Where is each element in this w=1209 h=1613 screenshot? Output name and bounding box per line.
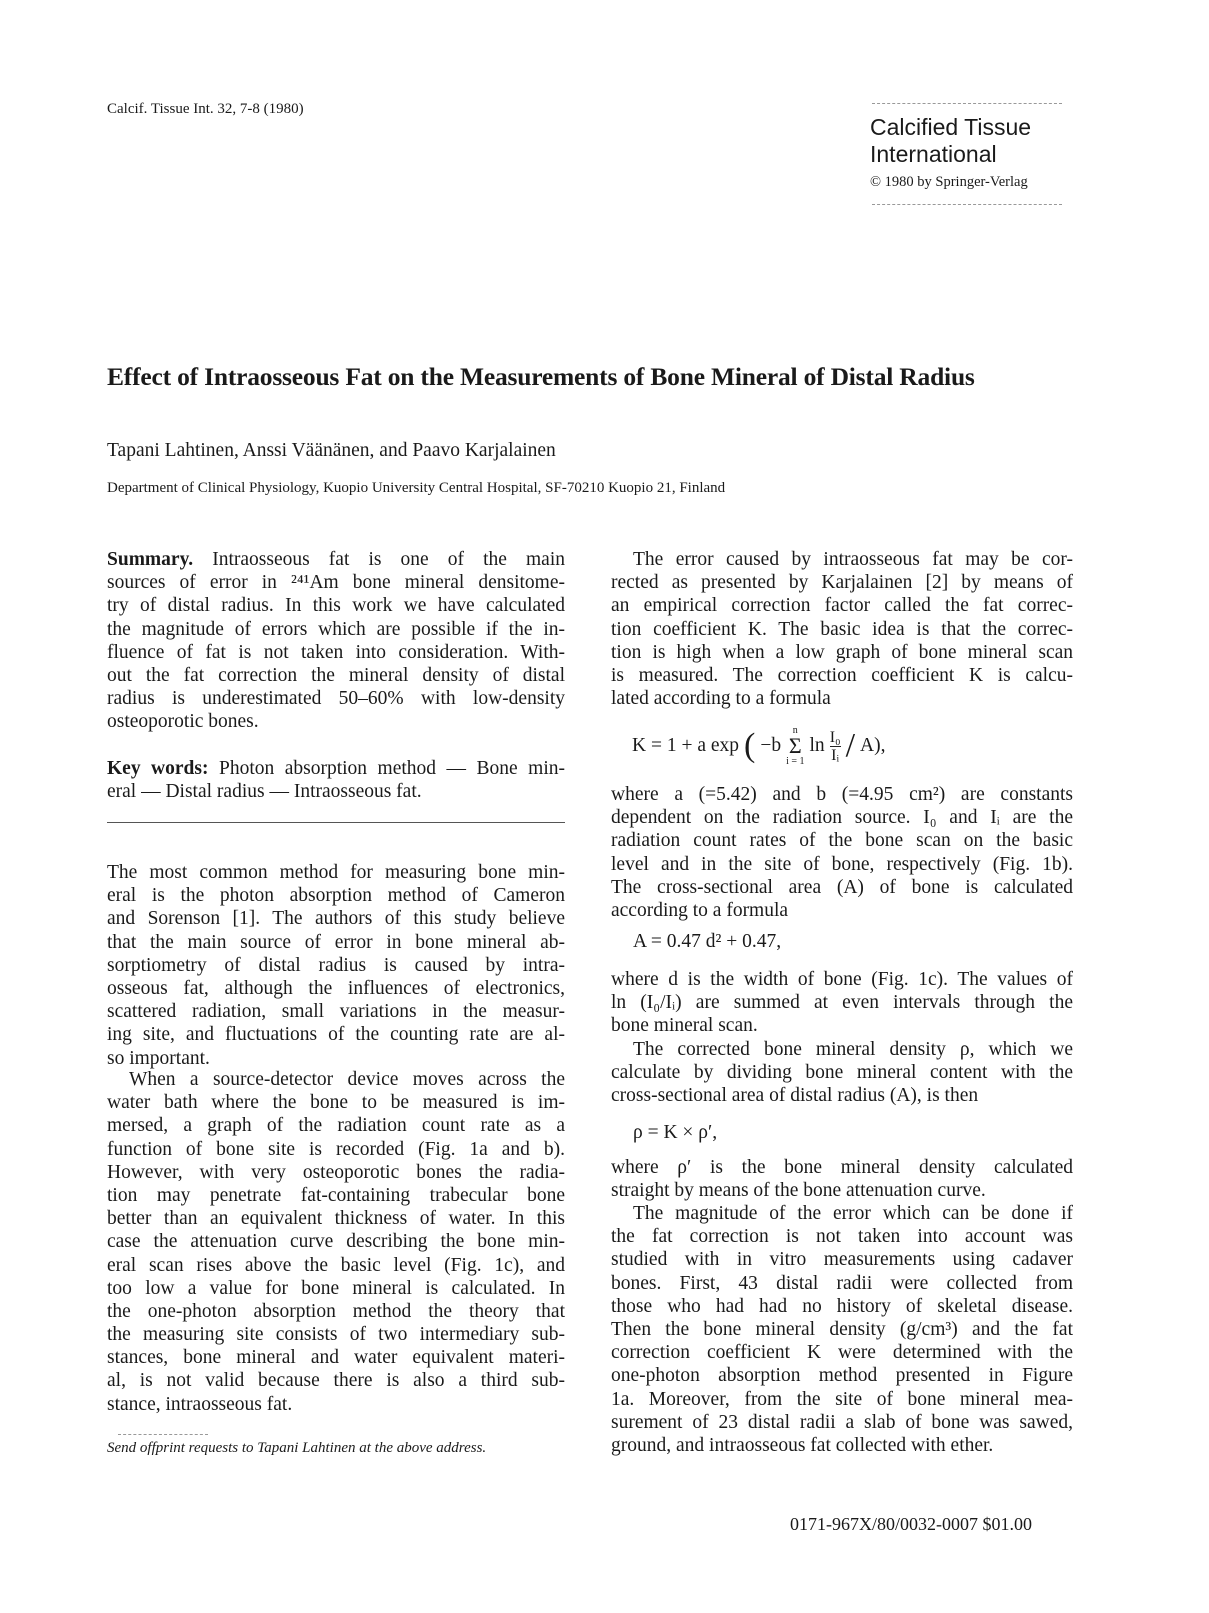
text-line: tion coefficient K. The basic idea is that the correc- xyxy=(611,618,1073,640)
text-line: an empirical correction factor called the fat correc- xyxy=(611,595,1073,617)
text-line: so important. xyxy=(107,1047,210,1069)
text-line: try of distal radius. In this work we have calculated xyxy=(107,595,565,617)
text-line: Summary. Intraosseous fat is one of the main xyxy=(107,549,565,570)
text-line: sources of error in ²⁴¹Am bone mineral densitome- xyxy=(107,572,565,594)
text-line: rected as presented by Karjalainen [2] by means of xyxy=(611,572,1073,594)
divider xyxy=(872,204,1062,205)
text-line: eral scan rises above the basic level (Fig. 1c), and xyxy=(107,1254,565,1276)
text-line: The most common method for measuring bone min- xyxy=(107,862,565,883)
lead-in: Summary. xyxy=(107,549,194,570)
text-line: where a (=5.42) and b (=4.95 cm²) are constants xyxy=(611,784,1073,805)
eq-area: A), xyxy=(860,735,886,756)
text-line: and Sorenson [1]. The authors of this study believe xyxy=(107,908,565,930)
text-line: cross-sectional area of distal radius (A), is then xyxy=(611,1085,979,1107)
text-line: stances, bone mineral and water equivalent materi- xyxy=(107,1347,565,1369)
text-line: scattered radiation, small variations in the measur- xyxy=(107,1001,565,1023)
text-line: dependent on the radiation source. I₀ and Iᵢ are the xyxy=(611,807,1073,829)
text-line: mersed, a graph of the radiation count rate as a xyxy=(107,1115,565,1137)
text-line: ln (I₀/Iᵢ) are summed at even intervals through the xyxy=(611,992,1073,1014)
text-line: al, is not valid because there is also a third sub- xyxy=(107,1370,565,1392)
body-paragraph xyxy=(107,1068,565,1416)
paper-title: Effect of Intraosseous Fat on the Measurements of Bone Mineral of Distal Radius xyxy=(107,362,975,391)
authors: Tapani Lahtinen, Anssi Väänänen, and Paavo Karjalainen xyxy=(107,440,556,461)
text-line: eral is the photon absorption method of Cameron xyxy=(107,885,565,907)
text-line: Key words: Photon absorption method — Bone min- xyxy=(107,758,565,779)
text-line: those who had had no history of skeletal disease. xyxy=(611,1295,1073,1317)
sum xyxy=(786,725,804,767)
text-line: according to a formula xyxy=(611,899,789,921)
text-line: The cross-sectional area (A) of bone is calculated xyxy=(611,876,1073,898)
text-line: better than an equivalent thickness of water. In this xyxy=(107,1208,565,1230)
journal-name-line2: International xyxy=(870,141,997,167)
sum-lower: i = 1 xyxy=(786,756,805,767)
footnote-rule xyxy=(118,1434,208,1435)
text-line: radiation count rates of the bone scan on the basic xyxy=(611,830,1073,852)
keywords xyxy=(107,757,565,803)
paren-open: ( xyxy=(744,727,756,764)
footnote: Send offprint requests to Tapani Lahtinen at the above address. xyxy=(107,1440,487,1456)
text-line: 1a. Moreover, from the site of bone mineral mea- xyxy=(611,1388,1073,1410)
eq-ln: ln xyxy=(809,735,825,756)
affiliation: Department of Clinical Physiology, Kuopio University Central Hospital, SF-70210 Kuopio 21, Finland xyxy=(107,480,726,496)
citation: Calcif. Tissue Int. 32, 7-8 (1980) xyxy=(107,101,304,117)
text-line: level and in the site of bone, respectively (Fig. 1b). xyxy=(611,853,1073,875)
sigma-symbol: Σ xyxy=(788,733,802,758)
text-line: When a source-detector device moves across the xyxy=(129,1069,565,1090)
text-line: eral — Distal radius — Intraosseous fat. xyxy=(107,781,422,803)
text-line: The error caused by intraosseous fat may be cor- xyxy=(633,549,1073,570)
text-line: studied with in vitro measurements using cadaver xyxy=(611,1249,1073,1271)
summary xyxy=(107,548,565,734)
text-line: tion may penetrate fat-containing trabecular bone xyxy=(107,1184,565,1206)
text-line: case the attenuation curve describing the bone min- xyxy=(107,1231,565,1253)
body-paragraph xyxy=(107,861,565,1070)
eq-numerator: I₀ xyxy=(829,728,841,746)
text-line: one-photon absorption method presented in Figure xyxy=(611,1365,1073,1387)
text-line: water bath where the bone to be measured is im- xyxy=(107,1092,565,1114)
text-line: calculate by dividing bone mineral content with the xyxy=(611,1062,1073,1084)
text-line: correction coefficient K were determined with the xyxy=(611,1342,1073,1364)
eq-term: −b xyxy=(760,735,782,756)
body-paragraph xyxy=(611,1202,1073,1457)
text-line: lated according to a formula xyxy=(611,688,831,710)
text-line: ing site, and fluctuations of the counting rate are al- xyxy=(107,1024,565,1046)
body-paragraph xyxy=(611,1156,1073,1202)
equation-k xyxy=(632,719,886,773)
sum-upper: n xyxy=(792,725,798,736)
text-line: too low a value for bone mineral is calculated. In xyxy=(107,1277,565,1299)
section-rule xyxy=(107,822,565,823)
text-line: straight by means of the bone attenuation curve. xyxy=(611,1180,986,1202)
body-paragraph xyxy=(611,1038,1073,1108)
text-line: ground, and intraosseous fat collected with ether. xyxy=(611,1434,994,1456)
text-line: The magnitude of the error which can be done if xyxy=(633,1203,1073,1224)
text-line: bones. First, 43 distal radii were collected from xyxy=(611,1272,1073,1294)
text-line: the measuring site consists of two intermediary sub- xyxy=(107,1324,565,1346)
journal-name-line1: Calcified Tissue xyxy=(870,114,1032,140)
text-line: surement of 23 distal radii a slab of bone was sawed, xyxy=(611,1411,1073,1433)
text-line: sorptiometry of distal radius is caused by intra- xyxy=(107,954,565,976)
eq-lhs: K = 1 + a exp xyxy=(632,735,740,756)
equation-density: ρ = K × ρ′, xyxy=(633,1122,718,1143)
fraction xyxy=(830,729,841,764)
text-line: stance, intraosseous fat. xyxy=(107,1393,293,1415)
text-line: that the main source of error in bone mineral ab- xyxy=(107,931,565,953)
text-line: The corrected bone mineral density ρ, which we xyxy=(633,1039,1073,1060)
copyright: © 1980 by Springer-Verlag xyxy=(870,174,1028,190)
text-line: tion is high when a low graph of bone mineral scan xyxy=(611,641,1073,663)
text-line: fluence of fat is not taken into consideration. With- xyxy=(107,641,565,663)
body-paragraph xyxy=(611,968,1073,1038)
text-line: osteoporotic bones. xyxy=(107,711,259,733)
lead-in: Key words: xyxy=(107,758,209,779)
text-line: where ρ′ is the bone mineral density calculated xyxy=(611,1157,1073,1178)
text-line: where d is the width of bone (Fig. 1c). The values of xyxy=(611,969,1073,990)
article-code: 0171-967X/80/0032-0007 $01.00 xyxy=(790,1514,1032,1534)
divider xyxy=(872,103,1062,104)
text-line: out the fat correction the mineral density of distal xyxy=(107,664,565,686)
slash: / xyxy=(845,727,856,764)
text-line: the one-photon absorption method the theory that xyxy=(107,1300,565,1322)
equation-area: A = 0.47 d² + 0.47, xyxy=(633,931,782,952)
eq-denominator: Iᵢ xyxy=(831,746,840,764)
text-line: bone mineral scan. xyxy=(611,1015,758,1037)
body-paragraph xyxy=(611,783,1073,922)
text-line: radius is underestimated 50–60% with low-density xyxy=(107,688,565,710)
text-line: osseous fat, although the influences of electronics, xyxy=(107,977,565,999)
text-line: the fat correction is not taken into account was xyxy=(611,1226,1073,1248)
body-paragraph xyxy=(611,548,1073,710)
text-line: However, with very osteoporotic bones the radia- xyxy=(107,1161,565,1183)
text-line: is measured. The correction coefficient K is calcu- xyxy=(611,664,1073,686)
text-line: Then the bone mineral density (g/cm³) and the fat xyxy=(611,1318,1073,1340)
text-line: function of bone site is recorded (Fig. 1a and b). xyxy=(107,1138,565,1160)
text-line: the magnitude of errors which are possible if the in- xyxy=(107,618,565,640)
